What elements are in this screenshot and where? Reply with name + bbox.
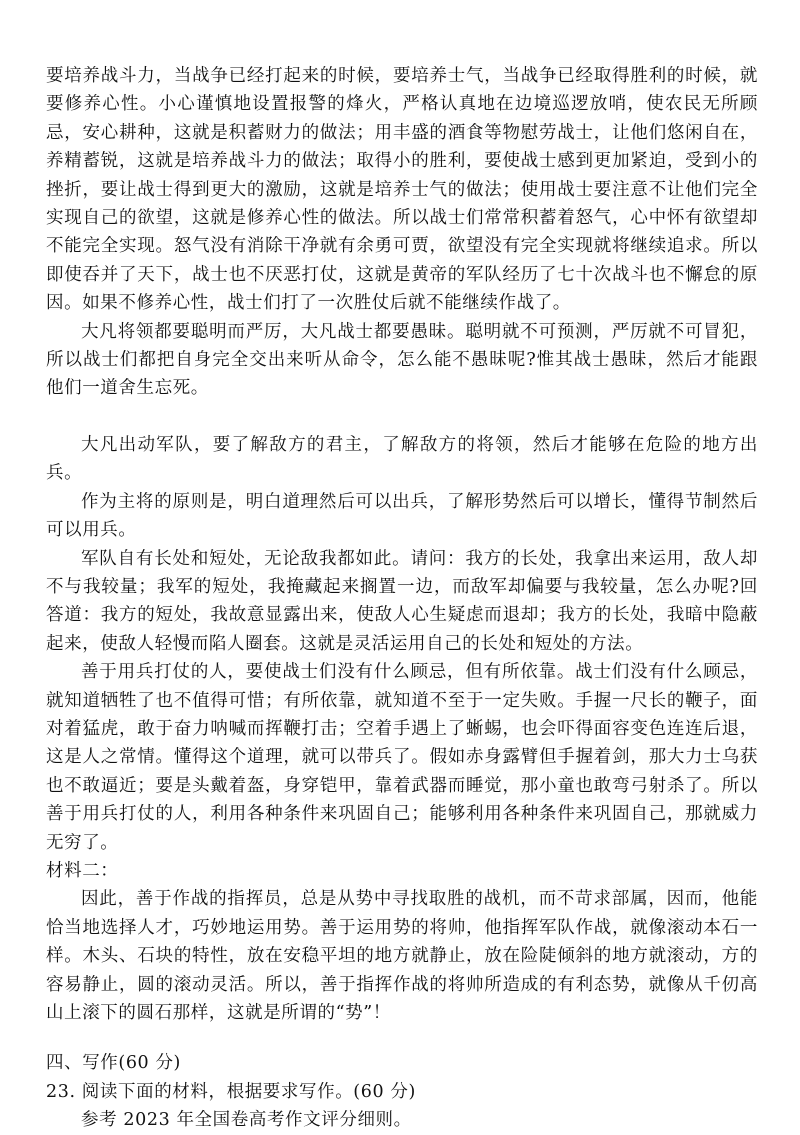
paragraph: 作为主将的原则是，明白道理然后可以出兵，了解形势然后可以增长，懂得节制然后可以用兵。	[46, 491, 758, 541]
paragraph: 大凡将领都要聪明而严厉，大凡战士都要愚昧。聪明就不可预测，严厉就不可冒犯，所以战士们都把自身完全交出来听从命令，怎么能不愚昧呢?惟其战士愚昧，然后才能跟他们一道舍生忘死。	[46, 321, 758, 399]
writing-question: 23. 阅读下面的材料，根据要求写作。(60 分)	[46, 1081, 416, 1102]
paragraph: 要培养战斗力，当战争已经打起来的时候，要培养士气，当战争已经取得胜利的时候，就要修养心性。小心谨慎地设置报警的烽火，严格认真地在边境巡逻放哨，使农民无所顾忌，安心耕种，这就是积蓄财力的做法；用丰盛的酒食等物慰劳战士，让他们悠闲自在，养精蓄锐，这就是培养战斗力的做法；取得小的胜利，要使战士感到更加紧迫，受到小的挫折，要让战士得到更大的激励，这就是培养士气的做法；使用战士要注意不让他们完全实现自己的欲望，这就是修养心性的做法。所以战士们常常积蓄着怒气，心中怀有欲望却不能完全实现。怒气没有消除干净就有余勇可贾，欲望没有完全实现就将继续追求。所以即使吞并了天下，战士也不厌恶打仗，这就是黄帝的军队经历了七十次战斗也不懈怠的原因。如果不修养心性，战士们打了一次胜仗后就不能继续作战了。	[46, 66, 758, 314]
paragraph-gap	[46, 403, 758, 431]
paragraph: 善于用兵打仗的人，要使战士们没有什么顾忌，但有所依靠。战士们没有什么顾忌，就知道牺牲了也不值得可惜；有所依靠，就知道不至于一定失败。手握一尺长的鞭子，面对着猛虎，敢于奋力呐喊而挥鞭打击；空着手遇上了蜥蜴，也会吓得面容变色连连后退，这是人之常情。懂得这个道理，就可以带兵了。假如赤身露臂但手握着剑，那大力士乌获也不敢逼近；要是头戴着盔，身穿铠甲，靠着武器而睡觉，那小童也敢弯弓射杀了。所以善于用兵打仗的人，利用各种条件来巩固自己；能够利用各种条件来巩固自己，那就威力无穷了。	[46, 662, 758, 853]
paragraph: 军队自有长处和短处，无论敌我都如此。请问：我方的长处，我拿出来运用，敌人却不与我较量；我军的短处，我掩藏起来搁置一边，而敌军却偏要与我较量，怎么办呢?回答道：我方的短处，我故意显露出来，使敌人心生疑虑而退却；我方的长处，我暗中隐蔽起来，使敌人轻慢而陷人圈套。这就是灵活运用自己的长处和短处的方法。	[46, 548, 758, 654]
document-page	[46, 62, 758, 1135]
writing-section-title: 四、写作(60 分)	[46, 1053, 181, 1074]
material-two-label: 材料二：	[46, 860, 119, 881]
writing-reference: 参考 2023 年全国卷高考作文评分细则。	[81, 1110, 412, 1131]
paragraph: 因此，善于作战的指挥员，总是从势中寻找取胜的战机，而不苛求部属，因而，他能恰当地选择人才，巧妙地运用势。善于运用势的将帅，他指挥军队作战，就像滚动本石一样。木头、石块的特性，放在安稳平坦的地方就静止，放在险陡倾斜的地方就滚动，方的容易静止，圆的滚动灵活。所以，善于指挥作战的将帅所造成的有利态势，就像从千仞高山上滚下的圆石那样，这就是所谓的“势”！	[46, 889, 758, 1023]
paragraph: 大凡出动军队，要了解敌方的君主，了解敌方的将领，然后才能够在危险的地方出兵。	[46, 434, 758, 484]
